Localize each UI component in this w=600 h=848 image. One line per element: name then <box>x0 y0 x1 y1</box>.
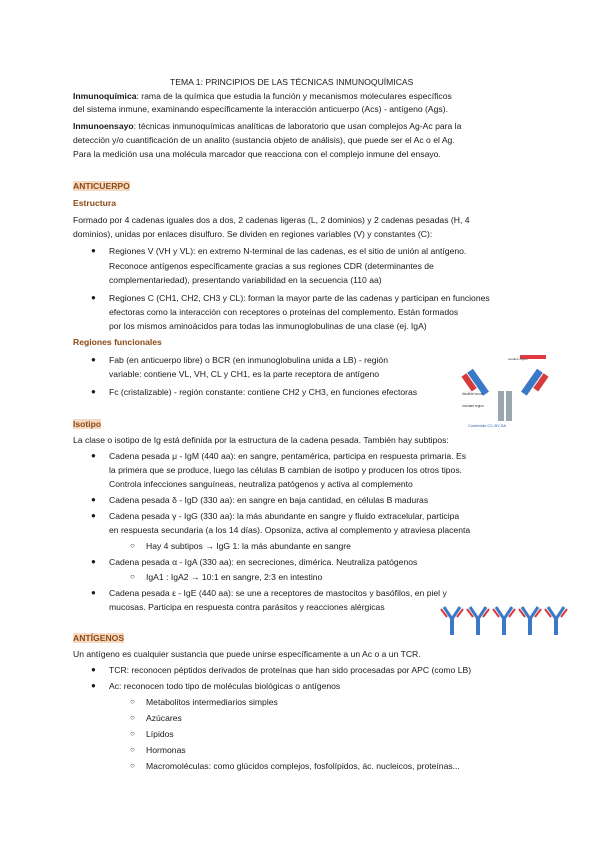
iga-subtypes: IgA1 : IgA2 → 10:1 en sangre, 2:3 en intestino <box>146 572 323 582</box>
igg-l1: Cadena pesada γ - IgG (330 aa): la más abundante en sangre y fluido extracelular, participa <box>109 511 460 521</box>
hollow-bullet: ○ <box>130 713 135 722</box>
regiones-v-l2: Reconoce antígenos específicamente gracias a sus regiones CDR (determinantes de <box>109 261 434 271</box>
antibody-structure-figure <box>460 355 550 430</box>
antibody-y-4 <box>519 607 541 635</box>
isotype-antibodies-figure <box>438 603 588 639</box>
right-arm <box>521 369 549 400</box>
regiones-v-l3: complementariedad), presentando variabilidad en la secuencia (110 aa) <box>109 275 382 285</box>
antibody-y-5 <box>545 607 567 635</box>
regiones-c-l2: efectoras como la interacción con receptores o proteínas del complemento. Están formados <box>109 307 459 317</box>
estructura-p2: dominios), unidas por enlaces disulfuro. Se dividen en regiones variables (V) y constantes (C): <box>73 229 433 239</box>
figure-link[interactable]: Contenido CC-BY-SA <box>468 423 507 428</box>
ige-l1: Cadena pesada ε - IgE (440 aa): se une a receptores de mastocitos y basófilos, en piel y <box>109 588 447 598</box>
igm-l2: la primera que se produce, luego las células B cambian de isotipo y producen los otros tipos. <box>109 465 463 475</box>
hollow-bullet: ○ <box>130 572 135 581</box>
inmunoquimica-text: : rama de la química que estudia la función y mecanismos moleculares específicos <box>136 91 452 101</box>
antibody-y-2 <box>467 607 489 635</box>
intro-inmunoquimica-l1 <box>73 90 452 103</box>
igg-subtypes: Hay 4 subtipos → IgG 1: la más abundante en sangre <box>146 541 351 551</box>
bullet: ● <box>91 681 96 690</box>
iga: Cadena pesada α - IgA (330 aa): en secreciones, dimérica. Neutraliza patógenos <box>109 557 418 567</box>
estructura-p1: Formado por 4 cadenas iguales dos a dos, 2 cadenas ligeras (L, 2 dominios) y 2 cadenas pesadas (H, 4 <box>73 215 470 225</box>
figure-label-constant: constant region <box>462 404 484 408</box>
igm-l1: Cadena pesada μ - IgM (440 aa): en sangre, pentamérica, participa en respuesta primaria. Es <box>109 451 467 461</box>
igd: Cadena pesada δ - IgD (330 aa): en sangre en baja cantidad, en células B maduras <box>109 495 429 505</box>
hollow-bullet: ○ <box>130 729 135 738</box>
fc-stem-right <box>506 391 512 421</box>
intro-inmunoensayo-l1 <box>73 120 461 133</box>
igm-l3: Controla infecciones sanguíneas, neutraliza patógenos y activa al complemento <box>109 479 413 489</box>
bullet: ● <box>91 495 96 504</box>
heading-regiones-funcionales: Regiones funcionales <box>73 337 162 347</box>
sub-azucares: Azúcares <box>146 713 182 723</box>
antigenos-p1: Un antígeno es cualquier sustancia que puede unirse específicamente a un Ac o a un TCR. <box>73 649 421 659</box>
hollow-bullet: ○ <box>130 761 135 770</box>
intro-inmunoensayo-l2: detección y/o cuantificación de un analito (sustancia objeto de análisis), que puede ser el Ac o el Ag. <box>73 135 455 145</box>
fc-stem-left <box>498 391 504 421</box>
hollow-bullet: ○ <box>130 745 135 754</box>
hollow-bullet: ○ <box>130 697 135 706</box>
heading-estructura: Estructura <box>73 198 116 208</box>
igg-l2: en respuesta secundaria (a los 14 días). Opsoniza, activa al complemento y atraviesa placenta <box>109 525 471 535</box>
sub-lipidos: Lípidos <box>146 729 174 739</box>
antigenos-ac: Ac: reconocen todo tipo de moléculas biológicas o antígenos <box>109 681 341 691</box>
term-inmunoensayo: Inmunoensayo <box>73 121 134 131</box>
antibody-y-1 <box>441 607 463 635</box>
bullet: ● <box>91 293 96 302</box>
hollow-bullet: ○ <box>130 541 135 550</box>
regiones-c-l1: Regiones C (CH1, CH2, CH3 y CL): forman la mayor parte de las cadenas y participan en funciones <box>109 293 490 303</box>
figure-label-variable: variable region <box>508 357 528 361</box>
bullet: ● <box>91 246 96 255</box>
heading-antigenos-text: ANTÍGENOS <box>73 633 125 643</box>
fab-l1: Fab (en anticuerpo libre) o BCR (en inmunoglobulina unida a LB) - región <box>109 355 388 365</box>
antibody-y-3 <box>493 607 515 635</box>
fab-l2: variable: contiene VL, VH, CL y CH1, es la parte receptora de antígeno <box>109 369 380 379</box>
bullet: ● <box>91 451 96 460</box>
intro-inmunoquimica-l2: del sistema inmune, examinando específicamente la interacción anticuerpo (Acs) - antígeno (Ags). <box>73 104 448 114</box>
bullet: ● <box>91 557 96 566</box>
figure-label-disulfide: disulfide bonds <box>462 392 484 396</box>
page-title: TEMA 1: PRINCIPIOS DE LAS TÉCNICAS INMUNOQUÍMICAS <box>170 77 414 87</box>
term-inmunoquimica: Inmunoquímica <box>73 91 137 101</box>
heading-anticuerpo-text: ANTICUERPO <box>73 181 130 191</box>
intro-inmunoensayo-l3: Para la medición usa una molécula marcador que reacciona con el complejo inmune del ensayo. <box>73 149 441 159</box>
sub-macromoleculas: Macromoléculas: como glúcidos complejos, fosfolípidos, ác. nucleicos, proteínas... <box>146 761 460 771</box>
fc-l1: Fc (cristalizable) - región constante: contiene CH2 y CH3, en funciones efectoras <box>109 387 418 397</box>
regiones-c-l3: por los mismos aminoácidos para todas las inmunoglobulinas de una clase (ej. IgA) <box>109 321 427 331</box>
bullet: ● <box>91 511 96 520</box>
bullet: ● <box>91 665 96 674</box>
ige-l2: mucosas. Participa en respuesta contra parásitos y reacciones alérgicas <box>109 602 385 612</box>
regiones-v-l1: Regiones V (VH y VL): en extremo N-terminal de las cadenas, es el sitio de unión al antígeno. <box>109 246 467 256</box>
heading-isotipo-text: Isotipo <box>73 419 102 429</box>
heading-antigenos <box>73 632 124 645</box>
bullet: ● <box>91 387 96 396</box>
antigenos-tcr: TCR: reconocen péptidos derivados de proteínas que han sido procesadas por APC (como LB) <box>109 665 472 675</box>
sub-metabolitos: Metabolitos intermediarios simples <box>146 697 278 707</box>
heading-isotipo <box>73 418 101 431</box>
heading-anticuerpo <box>73 180 130 193</box>
bullet: ● <box>91 588 96 597</box>
sub-hormonas: Hormonas <box>146 745 186 755</box>
inmunoensayo-text: : técnicas inmunoquímicas analíticas de laboratorio que usan complejos Ag-Ac para la <box>133 121 462 131</box>
isotipo-p1: La clase o isotipo de Ig está definida por la estructura de la cadena pesada. También hay subtipos: <box>73 435 449 445</box>
bullet: ● <box>91 355 96 364</box>
